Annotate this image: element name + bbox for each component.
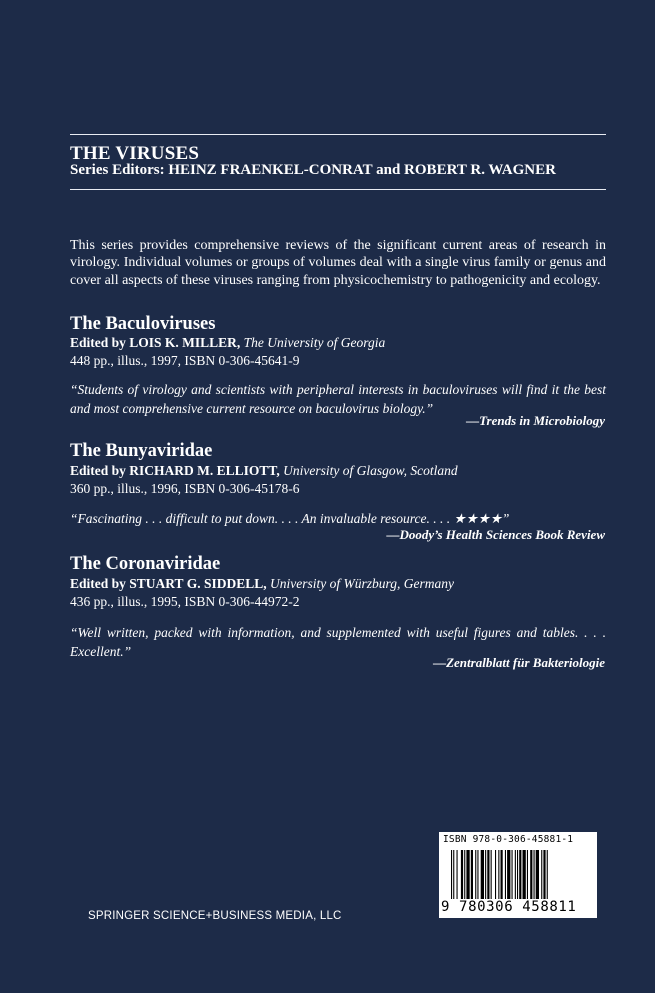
review-source: —Doody’s Health Sciences Book Review [386,527,605,542]
review-source: —Zentralblatt für Bakteriologie [433,655,605,670]
book-details: 360 pp., illus., 1996, ISBN 0-306-45178-6 [70,481,300,496]
review-source: —Trends in Microbiology [466,413,605,428]
barcode-box [439,832,597,918]
series-description: This series provides comprehensive reviews of the significant current areas of research in virology. Individual volumes or groups of volumes deal with a single virus family or genus and cover all aspects of these viruses ranging from physicochemistry to pathogenicity and ecology. [70,238,606,288]
review-quote: “Well written, packed with information, and supplemented with useful figures and tables. . . . Excellent.” [70,625,606,659]
book-title: The Bunyaviridae [70,441,213,461]
book-title: The Baculoviruses [70,314,216,334]
book-details: 436 pp., illus., 1995, ISBN 0-306-44972-2 [70,594,300,609]
barcode-digits: 9 780306 458811 [441,899,577,915]
series-title: THE VIRUSES [70,143,200,164]
book-title: The Coronaviridae [70,554,221,574]
book-editor [70,576,454,592]
review-quote: “Fascinating . . . difficult to put down. . . . An invaluable resource. . . . ★★★★” [70,511,510,526]
editor-affiliation: University of Würzburg, Germany [269,576,454,591]
editor-name: Edited by LOIS K. MILLER, [70,335,241,350]
book-editor [70,463,458,479]
book-editor [70,335,385,351]
editor-name: Edited by STUART G. SIDDELL, [70,576,267,591]
editor-affiliation: The University of Georgia [243,335,386,350]
barcode-icon [451,850,589,899]
publisher-name: SPRINGER SCIENCE+BUSINESS MEDIA, LLC [88,910,342,922]
book-details: 448 pp., illus., 1997, ISBN 0-306-45641-9 [70,353,300,368]
isbn-label: ISBN 978-0-306-45881-1 [443,834,574,845]
editor-affiliation: University of Glasgow, Scotland [283,463,458,478]
review-quote: “Students of virology and scientists with peripheral interests in baculoviruses will find it the best and most comprehensive current resource on baculovirus biology.” [70,382,606,416]
bottom-rule [70,189,606,190]
series-editors: Series Editors: HEINZ FRAENKEL-CONRAT and ROBERT R. WAGNER [70,162,556,178]
top-rule [70,134,606,135]
editor-name: Edited by RICHARD M. ELLIOTT, [70,463,280,478]
